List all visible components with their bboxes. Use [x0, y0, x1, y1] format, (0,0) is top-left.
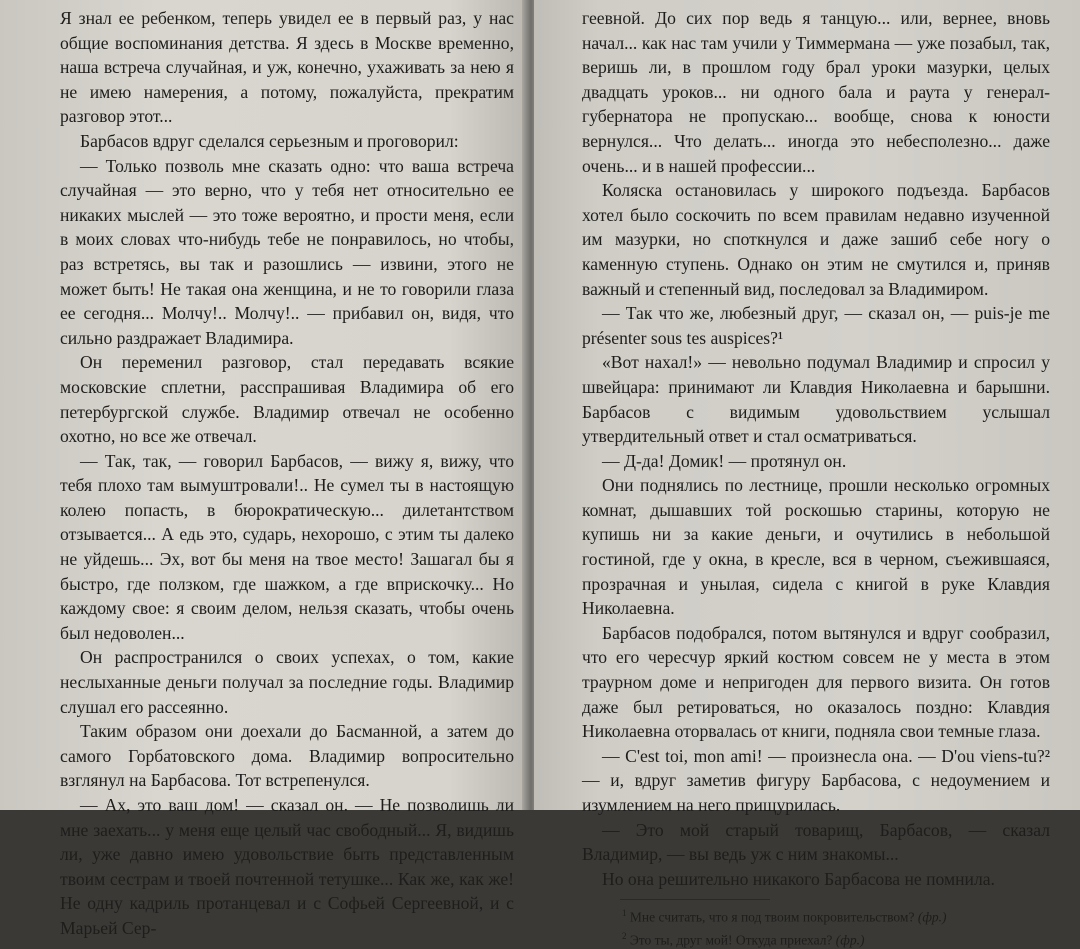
paragraph: Барбасов вдруг сделался серьезным и проговорил:: [80, 130, 459, 151]
paragraph: — C'est toi, mon ami! — произнесла она. — D'ou viens-tu?² — и, вдруг заметив фигуру Барбасова, с недоумением и изумлением на него прищурилась.: [582, 745, 1050, 815]
paragraph: «Вот нахал!» — невольно подумал Владимир и спросил у швейцара: принимают ли Клавдия Николаевна и барышни. Барбасов с видимым удовольствием услышал утвердительный ответ и стал осматриваться.: [582, 352, 1050, 447]
footnote: [622, 904, 1050, 927]
paragraph: Он распространился о своих успехах, о том, какие неслыханные деньги получал за последние годы. Владимир слушал его рассеянно.: [60, 647, 514, 717]
paragraph: геевной. До сих пор ведь я танцую... или, вернее, вновь начал... как нас там учили у Тиммермана — уже позабыл, так, веришь ли, в прошлом году брал уроки мазурки, целых двадцать уроков... ни одного бала и раута у генерал-губернатора не пропускаю... вообще, снова к юности вернулся... Что делать... иногда это небесполезно... даже очень... и в нашей профессии...: [582, 8, 1050, 176]
paragraph: Я знал ее ребенком, теперь увидел ее в первый раз, у нас общие воспоминания детства. Я здесь в Москве временно, наша встреча случайная, и уж, конечно, ухаживать за нею я не имею намерения, а потому, пожалуйста, прекратим разговор этот...: [60, 8, 514, 127]
paragraph: — Так, так, — говорил Барбасов, — вижу я, вижу, что тебя плохо там вымуштровали!.. Не сумел ты в настоящую колею попасть, в бюрократическую... дилетантством отзывается... А едь это, сударь, нехорошо, с этим ты далеко не уйдешь... Эх, вот бы меня на твое место! Зашагал бы я быстро, где ползком, где шажком, а где вприскочку... Но каждому свое: я своим делом, нельзя сказать, чтобы очень был недоволен...: [60, 450, 514, 643]
paragraph: Таким образом они доехали до Басманной, а затем до самого Горбатовского дома. Владимир вопросительно взглянул на Барбасова. Тот встрепенулся.: [60, 721, 514, 791]
footnote-text: Это ты, друг мой! Откуда приехал?: [629, 932, 833, 948]
paragraph: Они поднялись по лестнице, прошли несколько огромных комнат, дышавших той роскошью старины, которую не купишь ни за какие деньги, и очутились в небольшой гостиной, где у окна, в кресле, вся в черном, съежившаяся, прозрачная и унылая, сидела с книгой в руке Клавдия Николаевна.: [582, 475, 1050, 619]
footnote-mark: 2: [622, 930, 627, 941]
paragraph: — Это мой старый товарищ, Барбасов, — сказал Владимир, — вы ведь уж с ним знакомы...: [582, 819, 1050, 865]
paragraph: — Д-да! Домик! — протянул он.: [602, 450, 847, 471]
left-page: [0, 0, 528, 938]
left-page-text: [60, 6, 514, 941]
footnote-language: (фр.): [917, 909, 947, 925]
paragraph: — Ах, это ваш дом! — сказал он. — Не позволишь ли мне заехать... у меня еще целый час свободный... Я, видишь ли, уже давно имею удовольствие быть представленным твоим сестрам и твоей почтенной тетушке... Как же, как же! Не одну кадриль протанцевал и с Софьей Сергеевной, и с Марьей Сер-: [60, 795, 514, 938]
footnote-mark: 1: [622, 908, 627, 919]
footnote: [622, 927, 1050, 949]
paragraph: Коляска остановилась у широкого подъезда. Барбасов хотел было соскочить по всем правилам недавно изученной им мазурки, но споткнулся и даже зашиб себе ногу о каменную ступень. Однако он этим не смутился и, приняв важный и степенный вид, последовал за Владимиром.: [582, 180, 1050, 299]
footnote-language: (фр.): [835, 932, 865, 948]
paragraph: Но она решительно никакого Барбасова не помнила.: [602, 868, 995, 889]
right-page-text: [582, 6, 1050, 891]
paragraph: — Только позволь мне сказать одно: что ваша встреча случайная — это верно, что у тебя нет относительно ее никаких мыслей — это тоже вероятно, и прости меня, если в моих словах что-нибудь тебе не понравилось, но чтобы, раз встретясь, вы так и разошлись — извини, этого не может быть! Не такая она женщина, и не то говорили глаза ее сегодня... Молчу!.. Молчу!.. — прибавил он, видя, что сильно раздражает Владимира.: [60, 155, 514, 348]
footnote-divider: [620, 899, 770, 900]
right-page: [534, 0, 1080, 948]
paragraph: — Так что же, любезный друг, — сказал он, — puis-je me présenter sous tes auspices?¹: [582, 303, 1050, 348]
paragraph: Он переменил разговор, стал передавать всякие московские сплетни, расспрашивая Владимира об его петербургской службе. Владимир отвечал не особенно охотно, но все же отвечал.: [60, 352, 514, 447]
footnote-text: Мне считать, что я под твоим покровительством?: [629, 909, 915, 925]
paragraph: Барбасов подобрался, потом вытянулся и вдруг сообразил, что его чересчур яркий костюм совсем не у места в этом траурном доме и непригоден для первого визита. Он готов даже был ретироваться, но оказалось поздно: Клавдия Николаевна оторвалась от книги, подняла свои темные глаза.: [582, 622, 1050, 742]
